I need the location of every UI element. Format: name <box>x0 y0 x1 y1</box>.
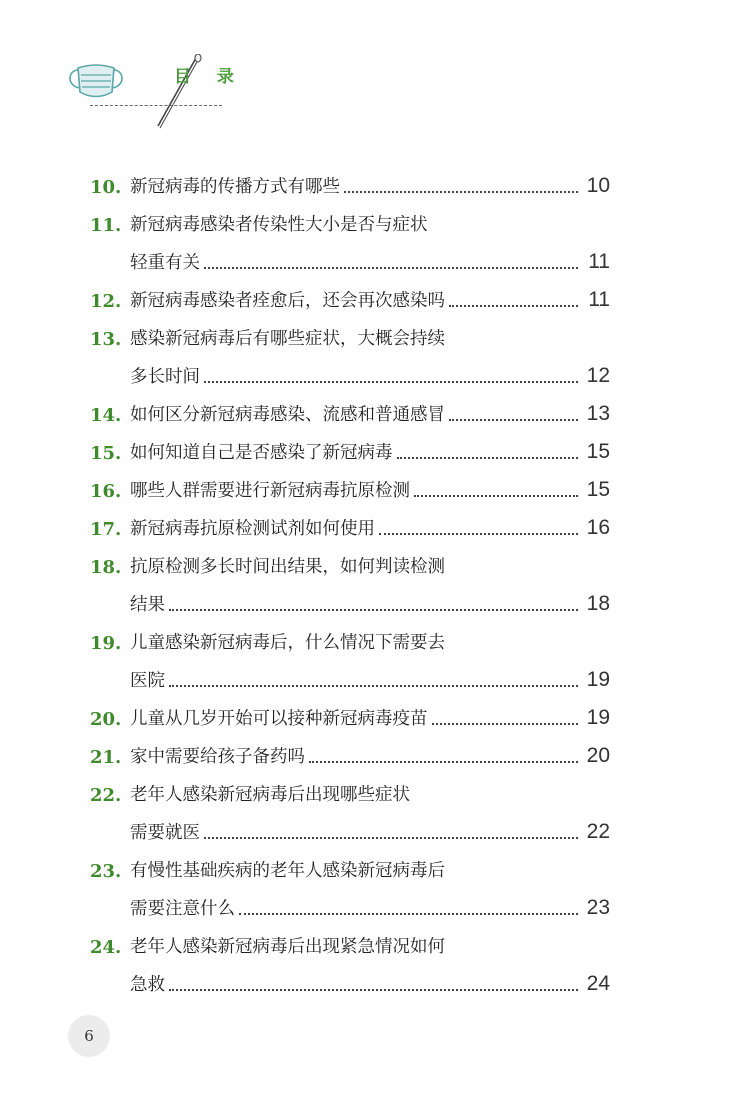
entry-number: 15. <box>90 443 122 464</box>
face-mask-icon <box>64 60 128 102</box>
toc-entry[interactable] <box>90 920 610 996</box>
entry-title: 需要注意什么 <box>130 899 235 919</box>
dot-leader <box>397 457 579 459</box>
dot-leader <box>169 989 578 991</box>
toc-entry[interactable] <box>90 388 610 426</box>
entry-number: 11. <box>90 215 122 236</box>
entry-page-number: 11 <box>588 288 610 311</box>
entry-title: 老年人感染新冠病毒后出现哪些症状 <box>130 785 410 805</box>
section-header <box>60 52 260 132</box>
toc-entry[interactable] <box>90 464 610 502</box>
page-number: 6 <box>68 1015 110 1057</box>
entry-page-number: 11 <box>588 250 610 273</box>
section-title: 目 录 <box>174 67 244 87</box>
entry-page-number: 15 <box>586 478 610 501</box>
toc-entry[interactable] <box>90 844 610 920</box>
dot-leader <box>432 723 579 725</box>
toc-entry[interactable] <box>90 274 610 312</box>
entry-number: 14. <box>90 405 122 426</box>
entry-number: 17. <box>90 519 122 540</box>
toc-entry[interactable] <box>90 160 610 198</box>
toc-entry[interactable] <box>90 312 610 388</box>
entry-page-number: 23 <box>586 896 610 919</box>
toc-entry[interactable] <box>90 426 610 464</box>
entry-title: 新冠病毒感染者痊愈后，还会再次感染吗 <box>130 291 445 311</box>
entry-title: 结果 <box>130 595 165 615</box>
dot-leader <box>379 533 578 535</box>
entry-number: 13. <box>90 329 122 350</box>
entry-title: 老年人感染新冠病毒后出现紧急情况如何 <box>130 937 445 957</box>
entry-number: 10. <box>90 177 122 198</box>
entry-page-number: 20 <box>586 744 610 767</box>
dot-leader <box>449 419 578 421</box>
dot-leader <box>204 267 578 269</box>
entry-title: 需要就医 <box>130 823 200 843</box>
entry-title: 家中需要给孩子备药吗 <box>130 747 305 767</box>
entry-page-number: 10 <box>586 174 610 197</box>
dot-leader <box>204 381 578 383</box>
dot-leader <box>309 761 578 763</box>
entry-page-number: 13 <box>586 402 610 425</box>
dot-leader <box>449 305 578 307</box>
entry-title: 如何区分新冠病毒感染、流感和普通感冒 <box>130 405 445 425</box>
entry-page-number: 19 <box>586 706 610 729</box>
entry-number: 12. <box>90 291 122 312</box>
entry-title: 抗原检测多长时间出结果，如何判读检测 <box>130 557 445 577</box>
dot-leader <box>169 685 578 687</box>
dot-leader <box>169 609 578 611</box>
entry-title: 新冠病毒感染者传染性大小是否与症状 <box>130 215 428 235</box>
entry-title: 儿童感染新冠病毒后，什么情况下需要去 <box>130 633 445 653</box>
entry-number: 24. <box>90 937 122 958</box>
toc-entry[interactable] <box>90 730 610 768</box>
entry-number: 16. <box>90 481 122 502</box>
entry-number: 23. <box>90 861 122 882</box>
entry-page-number: 24 <box>586 972 610 995</box>
entry-title: 如何知道自己是否感染了新冠病毒 <box>130 443 393 463</box>
dashed-divider <box>90 105 222 106</box>
dot-leader <box>344 191 578 193</box>
dot-leader <box>204 837 578 839</box>
entry-title: 医院 <box>130 671 165 691</box>
entry-number: 21. <box>90 747 122 768</box>
entry-title: 有慢性基础疾病的老年人感染新冠病毒后 <box>130 861 445 881</box>
entry-title: 儿童从几岁开始可以接种新冠病毒疫苗 <box>130 709 428 729</box>
toc-entry[interactable] <box>90 616 610 692</box>
toc-entry[interactable] <box>90 540 610 616</box>
toc-entry[interactable] <box>90 692 610 730</box>
entry-title: 多长时间 <box>130 367 200 387</box>
toc-entry[interactable] <box>90 502 610 540</box>
dot-leader <box>239 913 578 915</box>
toc-entry[interactable] <box>90 198 610 274</box>
entry-page-number: 19 <box>586 668 610 691</box>
entry-page-number: 22 <box>586 820 610 843</box>
entry-page-number: 18 <box>586 592 610 615</box>
entry-page-number: 15 <box>586 440 610 463</box>
dot-leader <box>414 495 578 497</box>
entry-number: 19. <box>90 633 122 654</box>
entry-page-number: 12 <box>586 364 610 387</box>
entry-title: 哪些人群需要进行新冠病毒抗原检测 <box>130 481 410 501</box>
table-of-contents <box>0 160 730 996</box>
entry-page-number: 16 <box>586 516 610 539</box>
entry-number: 20. <box>90 709 122 730</box>
entry-title: 轻重有关 <box>130 253 200 273</box>
entry-title: 新冠病毒的传播方式有哪些 <box>130 177 340 197</box>
entry-title: 感染新冠病毒后有哪些症状，大概会持续 <box>130 329 445 349</box>
toc-entry[interactable] <box>90 768 610 844</box>
entry-number: 22. <box>90 785 122 806</box>
entry-number: 18. <box>90 557 122 578</box>
entry-title: 新冠病毒抗原检测试剂如何使用 <box>130 519 375 539</box>
entry-title: 急救 <box>130 975 165 995</box>
